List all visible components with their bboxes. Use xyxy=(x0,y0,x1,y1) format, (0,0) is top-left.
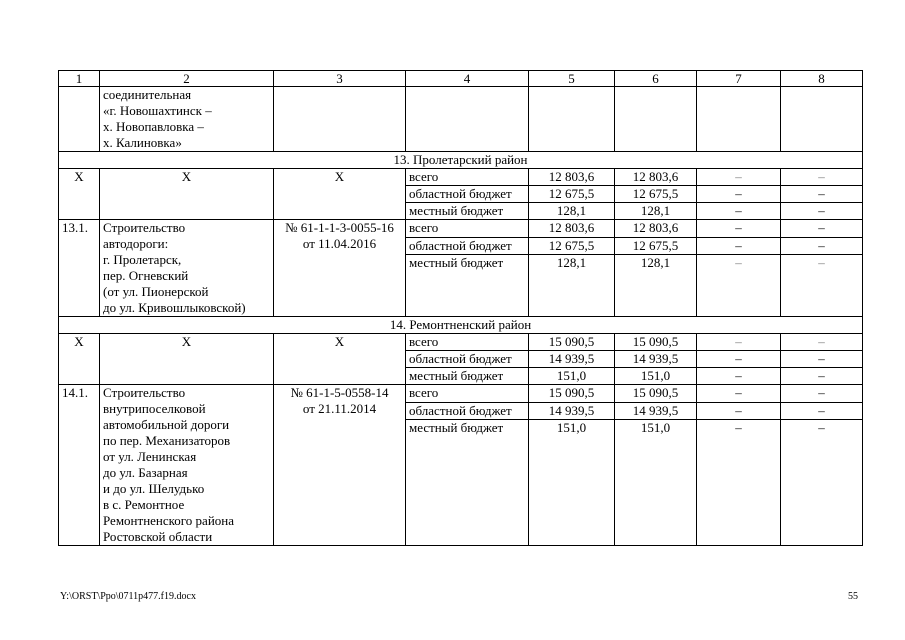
table-row: 14.1. Строительство внутрипоселковой автомобильной дороги по пер. Механизаторов от ул. Ленинская до ул. Базарная и до ул. Шелудько в с. Ремонтное Ремонтненского района Ростовской области № 61-1-5-0558-14 от 21.11.2014 всего 15 090,5 15 090,5 – – xyxy=(59,385,863,403)
cell-name: Строительство внутрипоселковой автомобильной дороги по пер. Механизаторов от ул. Ленинская до ул. Базарная и до ул. Шелудько в с. Ремонтное Ремонтненского района Ростовской области xyxy=(100,385,274,546)
section-title: 13. Пролетарский район xyxy=(59,152,863,169)
cell-num xyxy=(59,87,100,152)
footer-file-path: Y:\ORST\Ppo\0711p477.f19.docx xyxy=(60,591,196,602)
table-row: областной бюджет 12 675,5 12 675,5 – – xyxy=(59,186,863,203)
col-header-5: 5 xyxy=(529,71,615,87)
cell-num: 13.1. xyxy=(59,220,100,317)
page-number: 55 xyxy=(848,591,858,602)
cell-doc: № 61-1-1-3-0055-16 от 11.04.2016 xyxy=(274,220,406,317)
header-row xyxy=(59,71,863,87)
col-header-4: 4 xyxy=(406,71,529,87)
cell-num: 14.1. xyxy=(59,385,100,546)
table-row: местный бюджет 151,0 151,0 – – xyxy=(59,368,863,385)
cell-doc: № 61-1-5-0558-14 от 21.11.2014 xyxy=(274,385,406,546)
budget-table xyxy=(58,70,863,546)
table-row: областной бюджет 14 939,5 14 939,5 – – xyxy=(59,402,863,420)
section-title-row xyxy=(59,152,863,169)
table-row: Х Х Х всего 12 803,6 12 803,6 – – xyxy=(59,169,863,186)
table-row: местный бюджет 151,0 151,0 – – xyxy=(59,420,863,546)
table-row: Х Х Х всего 15 090,5 15 090,5 – – xyxy=(59,334,863,351)
table-row: 13.1. Строительство автодороги: г. Пролетарск, пер. Огневский (от ул. Пионерской до ул. Кривошлыковской) № 61-1-1-3-0055-16 от 11.04.2016 всего 12 803,6 12 803,6 – – xyxy=(59,220,863,238)
table-row: местный бюджет 128,1 128,1 – – xyxy=(59,255,863,317)
col-header-3: 3 xyxy=(274,71,406,87)
table-row: областной бюджет 12 675,5 12 675,5 – – xyxy=(59,237,863,255)
col-header-7: 7 xyxy=(697,71,781,87)
section-title: 14. Ремонтненский район xyxy=(59,317,863,334)
table-row: областной бюджет 14 939,5 14 939,5 – – xyxy=(59,351,863,368)
cell-name: Строительство автодороги: г. Пролетарск, пер. Огневский (от ул. Пионерской до ул. Кривошлыковской) xyxy=(100,220,274,317)
table-row xyxy=(59,87,863,152)
table-row: местный бюджет 128,1 128,1 – – xyxy=(59,203,863,220)
section-title-row xyxy=(59,317,863,334)
col-header-6: 6 xyxy=(615,71,697,87)
col-header-1: 1 xyxy=(59,71,100,87)
col-header-8: 8 xyxy=(781,71,863,87)
col-header-2: 2 xyxy=(100,71,274,87)
cell-name: соединительная «г. Новошахтинск – х. Новопавловка – х. Калиновка» xyxy=(100,87,274,152)
